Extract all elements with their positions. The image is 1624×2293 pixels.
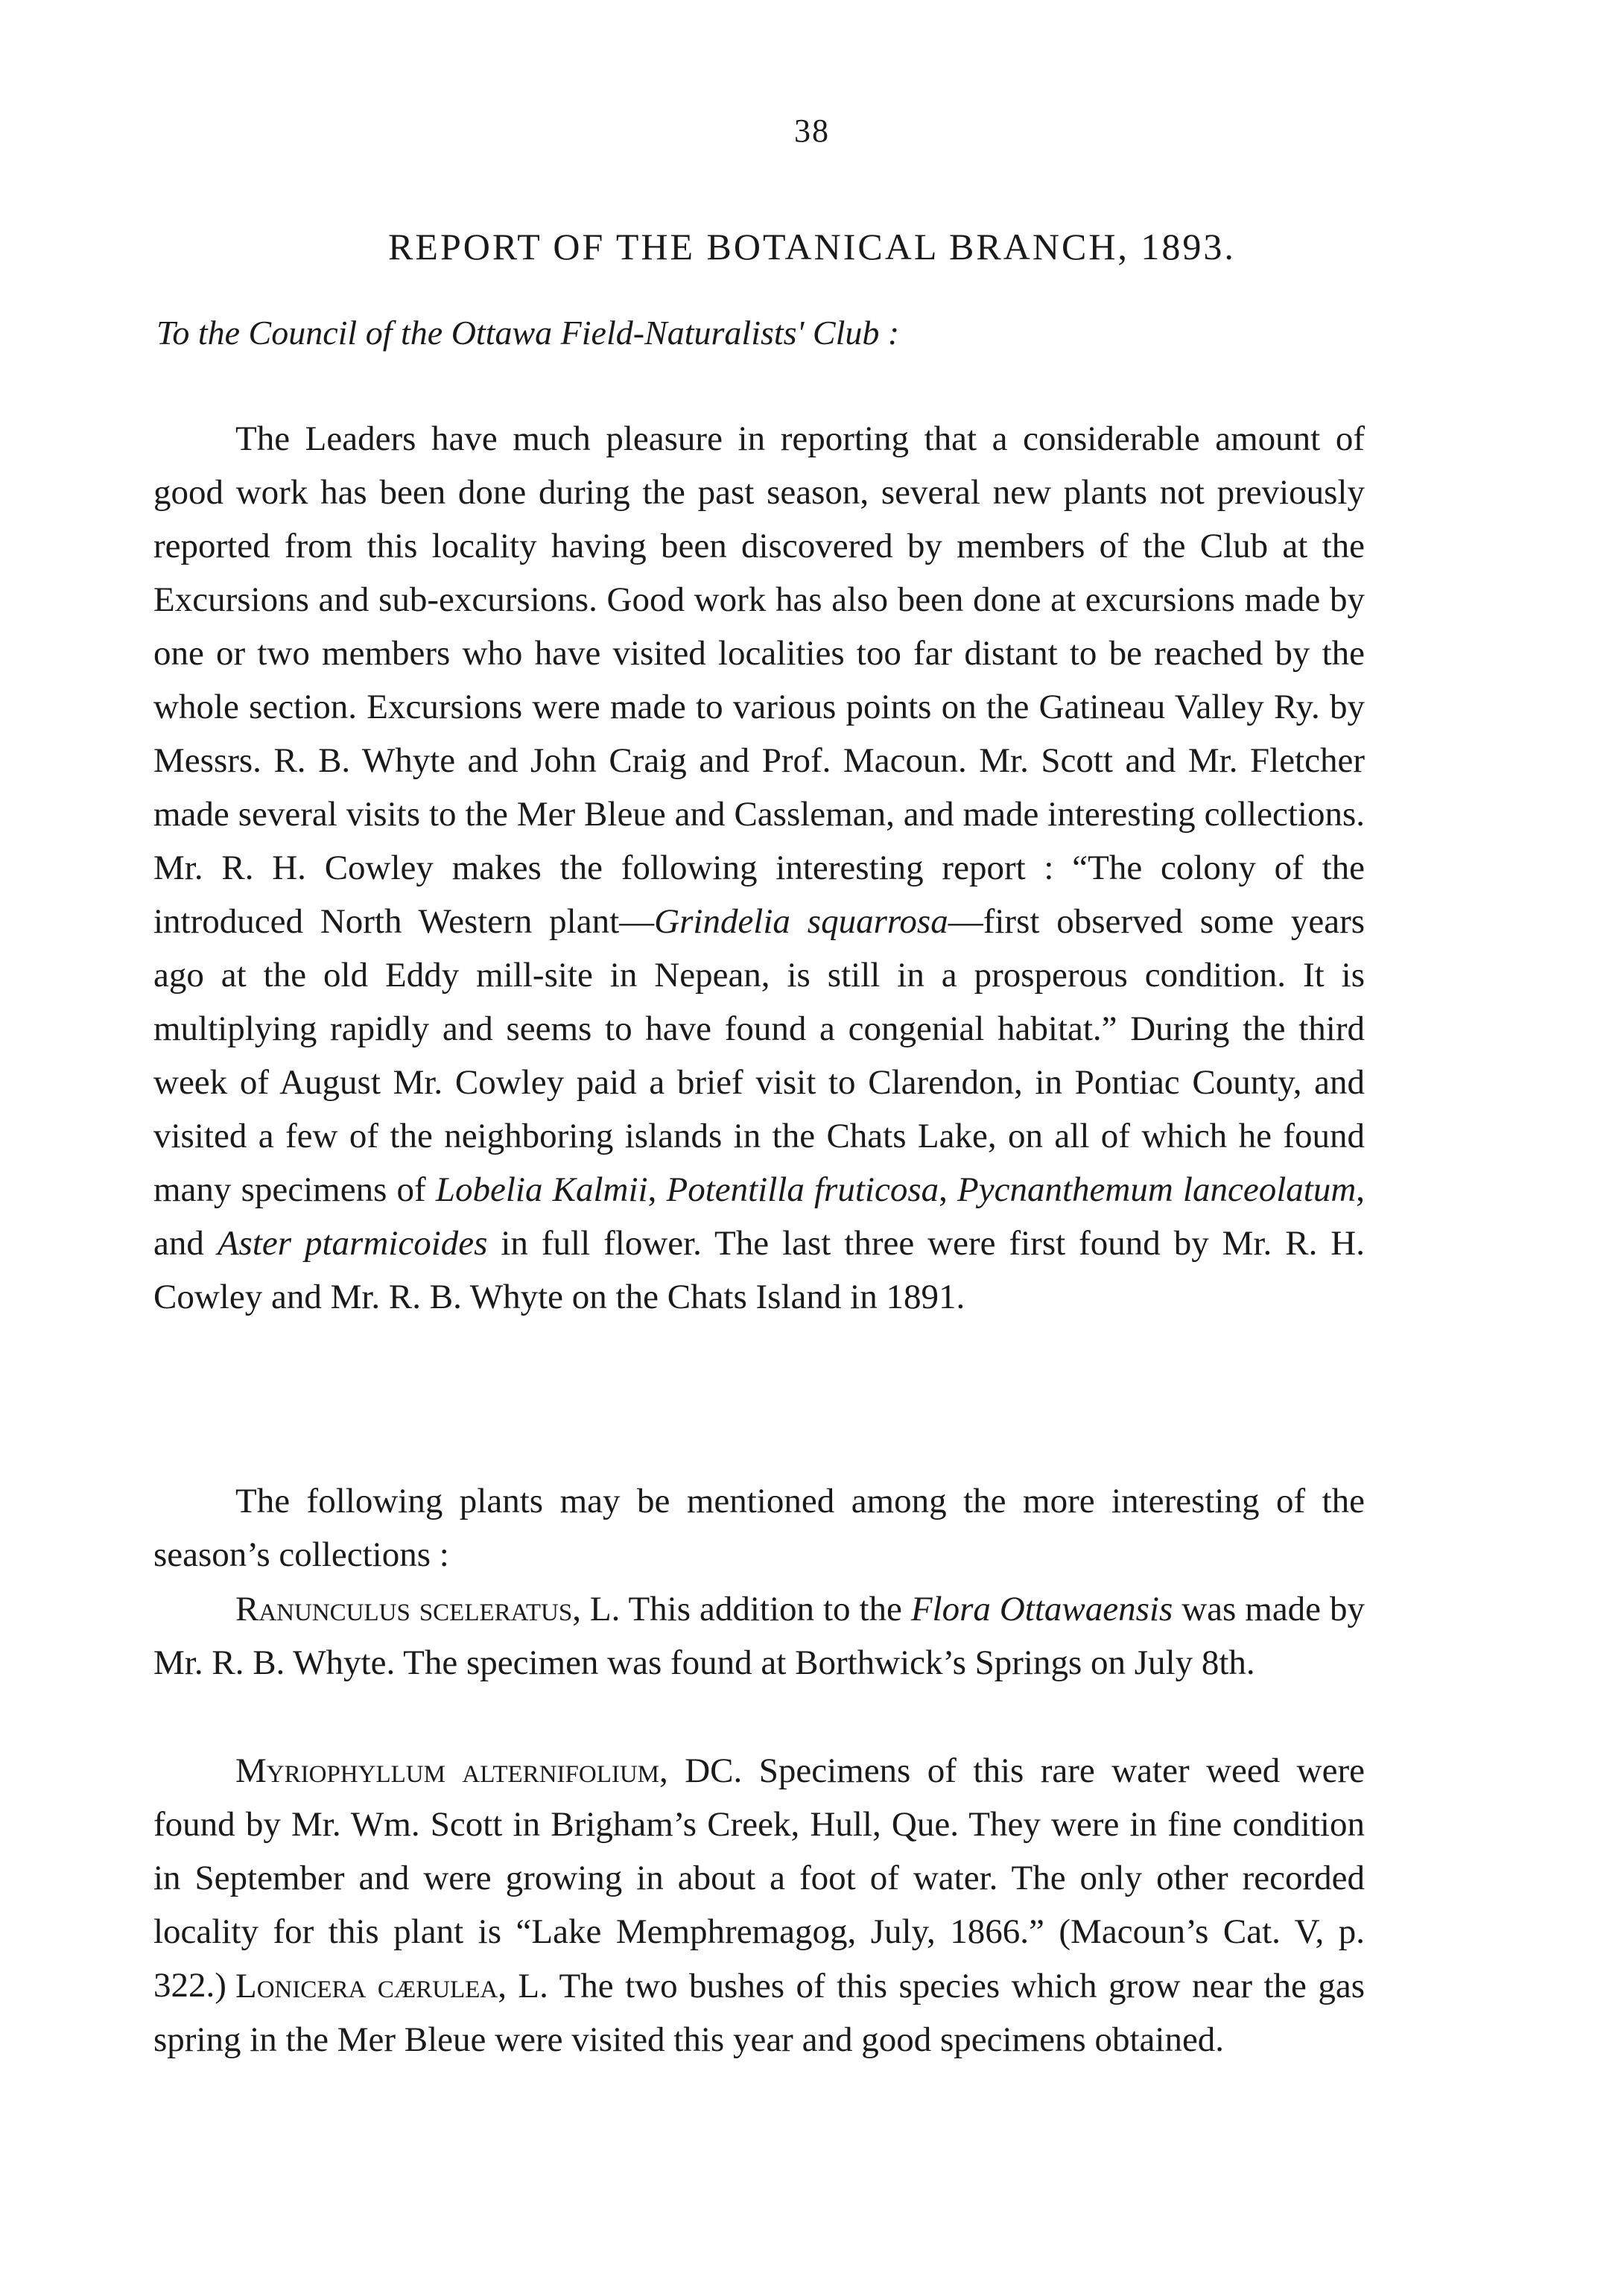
text-run: , DC. Specimens of this rare water weed were found by Mr. Wm. Scott in Brigham’s Creek, Hull, Que. They were in fine condition in September and were growing in about a foot of water. The only other recorded locality for this plant is “Lake Memphremagog, July, 1866.” (Macoun’s Cat. V, p. 322.) [153, 1751, 1365, 2005]
paragraph-ranunculus [153, 1582, 1365, 1690]
species-heading: Lonicera cærulea [235, 1967, 498, 2005]
text-run: , L. This addition to the [572, 1590, 911, 1628]
species-name: Flora Ottawaensis [910, 1590, 1173, 1628]
text-run: was made by Mr. R. B. Whyte. The specimen was found at Borthwick’s Springs on July 8th. [153, 1590, 1365, 1682]
page-number: 38 [794, 112, 830, 149]
species-name: Aster ptarmicoides [217, 1224, 488, 1263]
salutation: To the Council of the Ottawa Field-Naturalists' Club : [156, 314, 900, 352]
species-name: Pycnanthemum lanceolatum [957, 1170, 1357, 1209]
text-run: in full flower. The last three were first found by Mr. R. H. Cowley and Mr. R. B. Whyte on the Chats Island in 1891. [153, 1224, 1365, 1316]
text-run: —first observed some years ago at the old Eddy mill-site in Nepean, is still in a prosperous condition. It is multiplying rapidly and seems to have found a congenial habitat.” During the third week of August Mr. Cowley paid a brief visit to Clarendon, in Pontiac County, and visited a few of the neighboring islands in the Chats Lake, on all of which he found many specimens of [153, 902, 1366, 1209]
species-name: Lobelia Kalmii [435, 1170, 648, 1209]
paragraph-intro [153, 412, 1365, 1324]
text-run: The Leaders have much pleasure in reporting that a considerable amount of good work has been done during the past season, several new plants not previously reported from this locality having been discovered by members of the Club at the Excursions and sub-excursions. Good work has also been done at excursions made by one or two members who have visited localities too far distant to be reached by the whole section. Excursions were made to various points on the Gatineau Valley Ry. by Messrs. R. B. Whyte and John Craig and Prof. Macoun. Mr. Scott and Mr. Fletcher made several visits to the Mer Bleue and Cassleman, and made interesting collections. Mr. R. H. Cowley makes the following interesting report : “The colony of the introduced North Western plant— [153, 419, 1365, 941]
species-heading: Myriophyllum alternifolium [235, 1751, 660, 1790]
paragraph-collections-intro [153, 1474, 1365, 1582]
paragraph-lonicera [153, 1959, 1365, 2067]
species-name: Grindelia squarrosa [654, 902, 948, 941]
text-run: The following plants may be mentioned among the more interesting of the season’s collections : [153, 1482, 1365, 1574]
text-run: , [647, 1170, 667, 1209]
species-name: Potentilla fruticosa [666, 1170, 939, 1209]
species-heading: Ranunculus sceleratus [235, 1590, 573, 1628]
text-run: , L. The two bushes of this species which grow near the gas spring in the Mer Bleue were visited this year and good specimens obtained. [153, 1967, 1365, 2059]
text-run: , and [153, 1170, 1366, 1263]
report-title: REPORT OF THE BOTANICAL BRANCH, 1893. [388, 226, 1236, 267]
text-run: , [939, 1170, 958, 1209]
